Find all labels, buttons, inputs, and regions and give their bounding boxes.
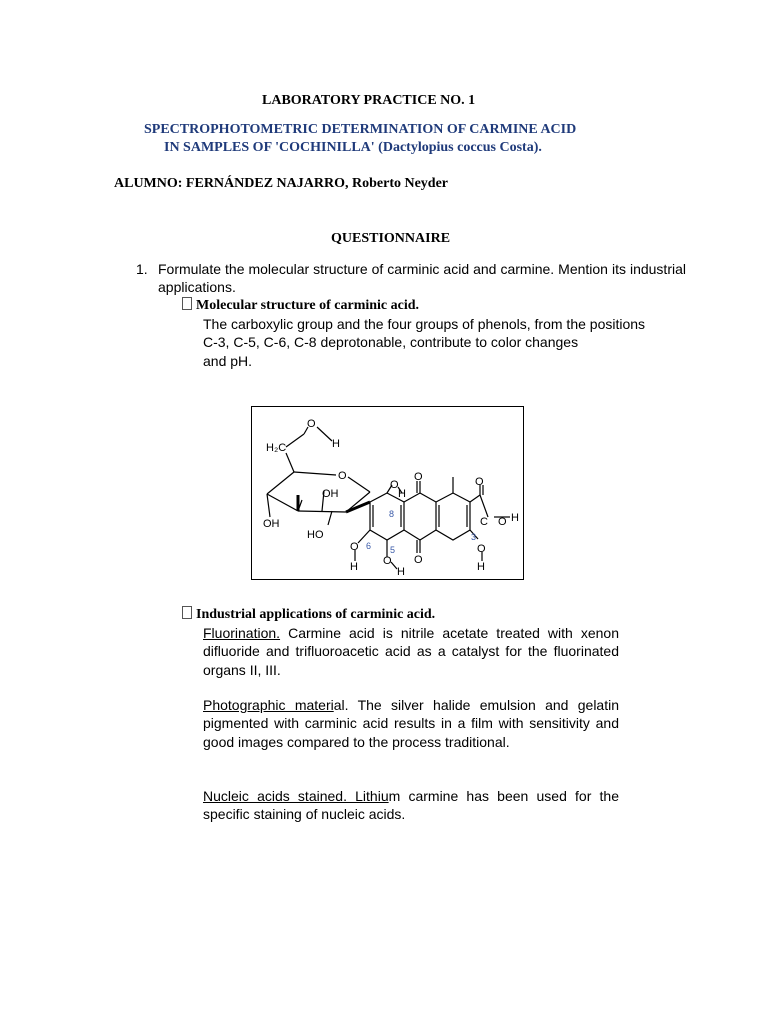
nucleic-acids-text: m carmine has been used for the specific staining of nucleic acids. — [203, 788, 620, 823]
label-o-quinone-top: O — [414, 471, 423, 483]
student-name: ALUMNO: FERNÁNDEZ NAJARRO, Roberto Neyder — [114, 176, 449, 191]
label-ho-bottom: HO — [307, 529, 324, 541]
carminic-acid-structure-figure — [251, 406, 524, 580]
document-subtitle-line-1: SPECTROPHOTOMETRIC DETERMINATION OF CARMINE ACID — [144, 122, 577, 137]
label-h2c: H₂C — [266, 442, 287, 454]
label-o-c6: O — [350, 541, 359, 553]
label-h-c8: H — [398, 488, 406, 500]
label-h-top: H — [332, 438, 340, 450]
question-1-text: Formulate the molecular structure of carminic acid and carmine. Mention its industrial applications. — [158, 261, 686, 295]
checkbox-bullet-icon — [182, 297, 192, 310]
document-subtitle-line-2: IN SAMPLES OF 'COCHINILLA' (Dactylopius coccus Costa). — [164, 140, 542, 155]
fluorination-paragraph — [203, 624, 619, 679]
label-h-c4: H — [477, 561, 485, 573]
label-h-carboxyl: H — [511, 512, 519, 524]
photographic-label: Photographic materi — [203, 697, 334, 713]
structure-description-line-2: C-3, C-5, C-6, C-8 deprotonable, contribute to color changes — [203, 334, 579, 351]
label-o-carboxyl: O — [475, 476, 484, 488]
question-1-number: 1. — [136, 261, 148, 277]
questionnaire-heading: QUESTIONNAIRE — [331, 231, 451, 246]
label-oh-left: OH — [263, 518, 280, 530]
position-3-label: 3 — [471, 532, 477, 542]
label-o-c8: O — [390, 479, 399, 491]
nucleic-acids-paragraph — [203, 787, 619, 824]
structure-description-line-1: The carboxylic group and the four groups of phenols, from the positions — [203, 316, 646, 332]
question-1 — [136, 260, 686, 296]
photographic-text: al. The silver halide emulsion and gelatin pigmented with carminic acid results in a film with sensitivity and good images compared to the process traditional. — [203, 697, 620, 750]
label-o-carboxyl-oh: O — [498, 516, 507, 528]
checkbox-bullet-icon — [182, 606, 192, 619]
label-o-quinone-bottom: O — [414, 554, 423, 566]
applications-section-heading-text: Industrial applications of carminic acid. — [196, 607, 436, 622]
fluorination-text: Carmine acid is nitrile acetate treated with xenon difluoride and trifluoroacetic acid as a catalyst for the fluorinated organs II, III. — [203, 625, 619, 678]
label-o-c4: O — [477, 543, 486, 555]
applications-section-heading — [182, 606, 435, 623]
position-6-label: 6 — [366, 541, 372, 551]
document-title: LABORATORY PRACTICE NO. 1 — [262, 93, 476, 108]
position-8-label: 8 — [389, 509, 395, 519]
structure-description — [203, 315, 683, 370]
label-o-ring: O — [338, 470, 347, 482]
label-h-c6: H — [350, 561, 358, 573]
position-5-label: 5 — [390, 545, 396, 555]
label-c-carboxyl: C — [480, 516, 488, 528]
fluorination-label: Fluorination. — [203, 625, 281, 641]
structure-section-heading-text: Molecular structure of carminic acid. — [196, 298, 420, 313]
label-h-c5: H — [397, 566, 405, 578]
photographic-paragraph — [203, 696, 619, 751]
nucleic-acids-label: Nucleic acids stained. Lithiu — [203, 788, 389, 804]
structure-section-heading — [182, 297, 419, 314]
label-oh-ring: OH — [322, 488, 339, 500]
label-o-c5: O — [383, 555, 392, 567]
structure-description-line-3: and pH. — [203, 352, 253, 369]
carminic-acid-structure-diagram — [252, 407, 523, 579]
label-o-top: O — [307, 418, 316, 430]
